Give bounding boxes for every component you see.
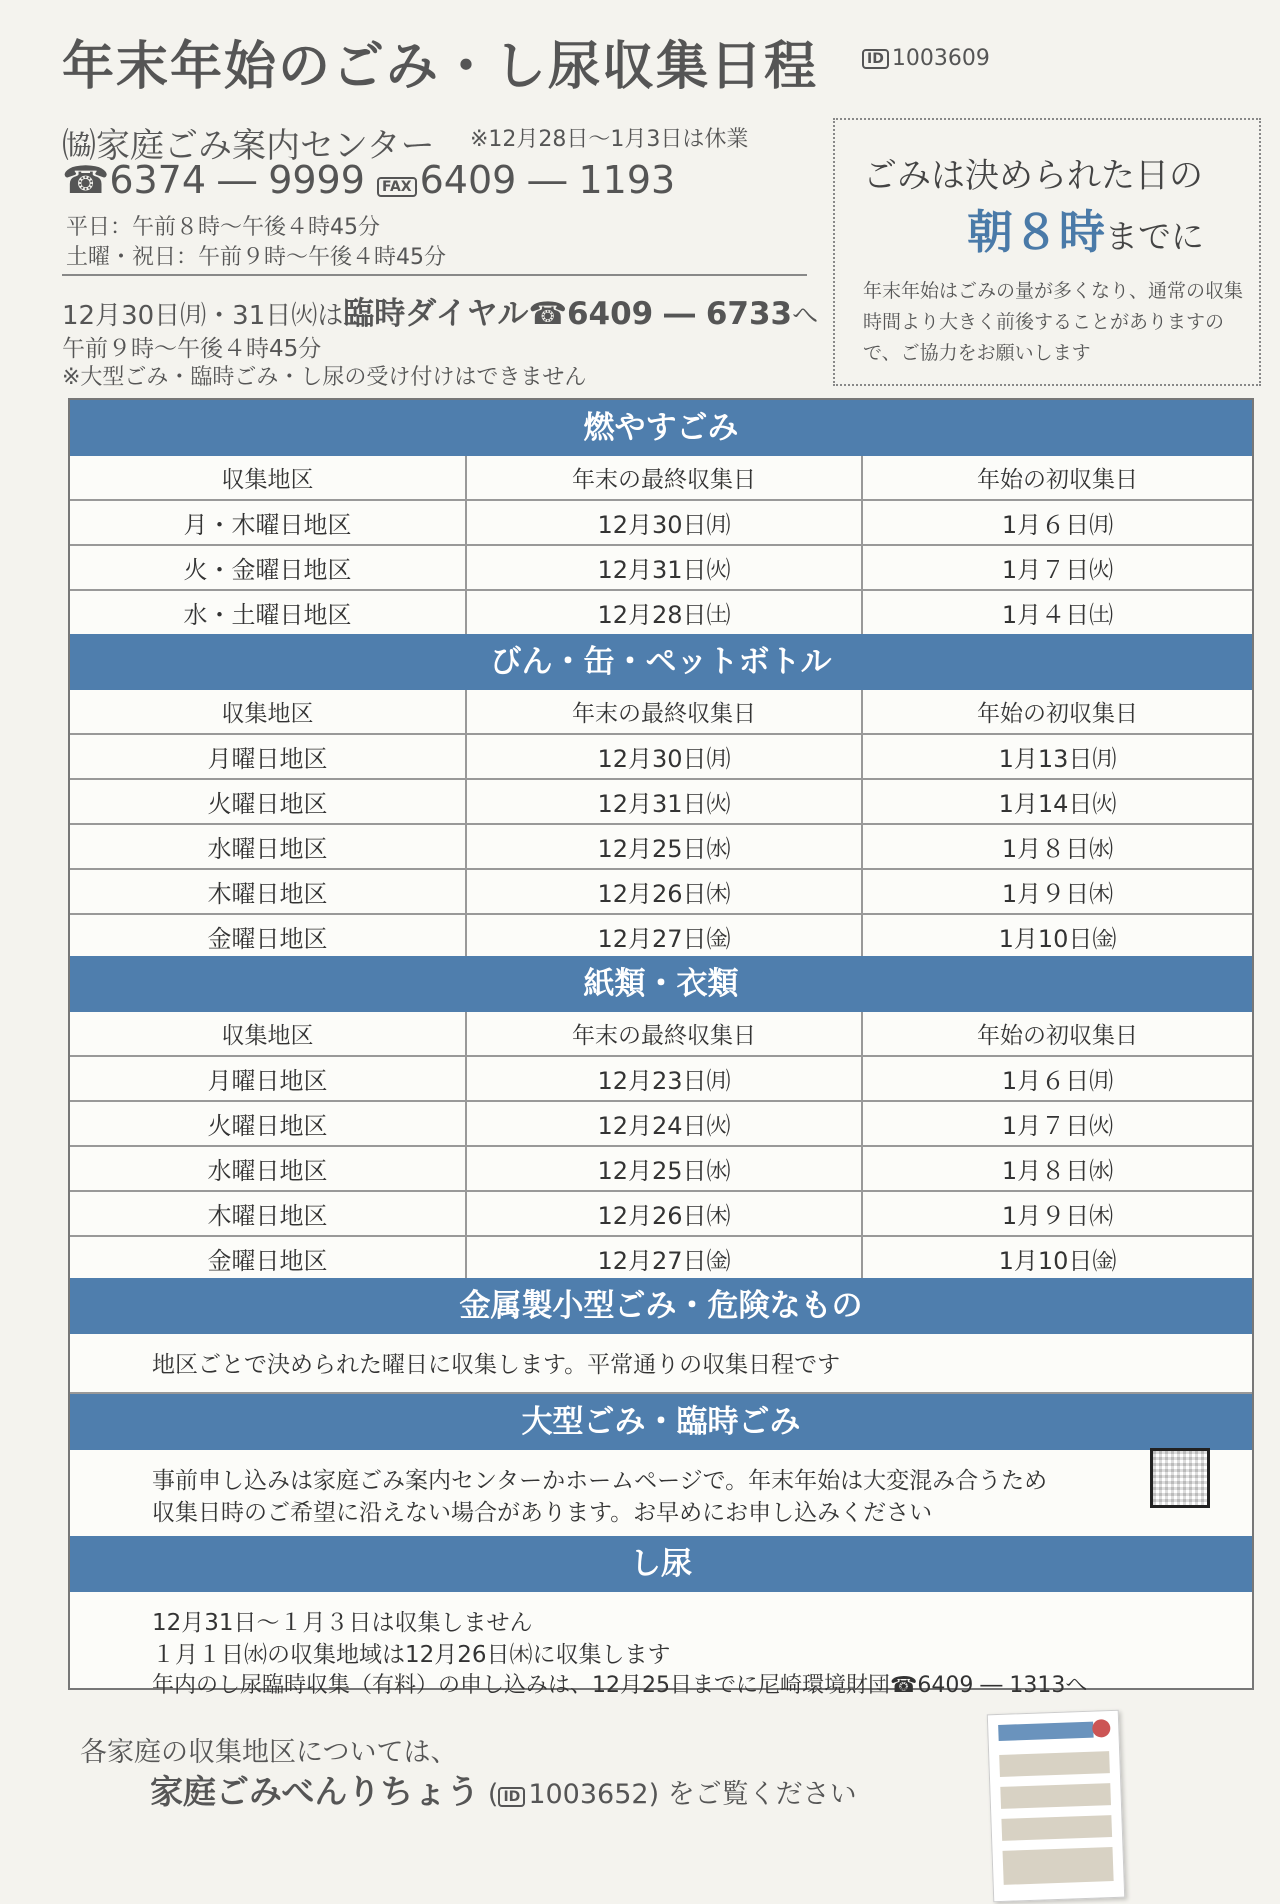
col-first-header: 年始の初収集日 (862, 1012, 1252, 1056)
last-date-cell: 12月23日㈪ (466, 1056, 862, 1101)
last-date-cell: 12月25日㈬ (466, 1146, 862, 1191)
booklet-name: 家庭ごみべんりちょう (150, 1772, 480, 1811)
col-first-header: 年始の初収集日 (862, 690, 1252, 734)
section-bottles-title: びん・缶・ペットボトル (70, 634, 1252, 690)
area-cell: 火曜日地区 (70, 779, 466, 824)
first-date-cell: 1月８日㈬ (862, 1146, 1252, 1191)
col-first-header: 年始の初収集日 (862, 456, 1252, 500)
notice-box (833, 118, 1261, 386)
table-row (70, 590, 1252, 635)
booklet-block (1000, 1783, 1111, 1809)
temp-dial-suffix: へ (792, 301, 819, 331)
table-header-row (70, 456, 1252, 500)
tel-number: ☎6374 ― 9999 (62, 158, 365, 202)
first-date-cell: 1月14日㈫ (862, 779, 1252, 824)
temp-dial-number: 臨時ダイヤル☎6409 ― 6733 (343, 296, 793, 332)
first-date-cell: 1月13日㈪ (862, 734, 1252, 779)
last-date-cell: 12月30日㈪ (466, 500, 862, 545)
notice-emphasis: 朝８時 (967, 205, 1105, 259)
last-date-cell: 12月28日㈯ (466, 590, 862, 635)
temp-dial-line (62, 288, 818, 333)
phone-line (62, 158, 675, 202)
area-cell: 金曜日地区 (70, 914, 466, 959)
notice-line2 (967, 196, 1204, 262)
first-date-cell: 1月６日㈪ (862, 500, 1252, 545)
area-cell: 水・土曜日地区 (70, 590, 466, 635)
area-cell: 木曜日地区 (70, 869, 466, 914)
fax-number: 6409 ― 1193 (419, 158, 676, 202)
page-id (862, 46, 990, 71)
table-row (70, 914, 1252, 959)
footer-line2: 家庭ごみべんりちょう ( ID 1003652) をご覧ください (150, 1772, 857, 1811)
last-date-cell: 12月31日㈫ (466, 779, 862, 824)
section-night-soil-title: し尿 (70, 1536, 1252, 1592)
area-cell: 火・金曜日地区 (70, 545, 466, 590)
night-soil-line1: 12月31日～１月３日は収集しません (152, 1610, 533, 1636)
first-date-cell: 1月４日㈯ (862, 590, 1252, 635)
first-date-cell: 1月10日㈮ (862, 1236, 1252, 1281)
burnable-table (70, 456, 1252, 636)
table-header-row (70, 690, 1252, 734)
section-metal-title: 金属製小型ごみ・危険なもの (70, 1278, 1252, 1334)
table-header-row (70, 1012, 1252, 1056)
table-row (70, 779, 1252, 824)
last-date-cell: 12月25日㈬ (466, 824, 862, 869)
temp-dial-note: ※大型ごみ・臨時ごみ・し尿の受け付けはできません (62, 365, 587, 390)
bottles-table (70, 690, 1252, 960)
first-date-cell: 1月９日㈭ (862, 869, 1252, 914)
section-paper-title: 紙類・衣類 (70, 956, 1252, 1012)
first-date-cell: 1月７日㈫ (862, 545, 1252, 590)
night-soil-line2: １月１日㈬の収集地域は12月26日㈭に収集します (152, 1642, 671, 1668)
table-row (70, 1146, 1252, 1191)
booklet-badge-icon (1092, 1719, 1111, 1738)
table-row (70, 869, 1252, 914)
divider (62, 274, 807, 276)
area-cell: 木曜日地区 (70, 1191, 466, 1236)
area-cell: 火曜日地区 (70, 1101, 466, 1146)
col-last-header: 年末の最終収集日 (466, 1012, 862, 1056)
col-area-header: 収集地区 (70, 1012, 466, 1056)
first-date-cell: 1月６日㈪ (862, 1056, 1252, 1101)
metal-note: 地区ごとで決められた曜日に収集します。平常通りの収集日程です (152, 1352, 841, 1378)
booklet-block (999, 1751, 1110, 1777)
footer-suffix: をご覧ください (667, 1779, 857, 1810)
booklet-block (1003, 1847, 1114, 1885)
page-title: 年末年始のごみ・し尿収集日程 (62, 37, 819, 97)
last-date-cell: 12月26日㈭ (466, 1191, 862, 1236)
booklet-id-number: 1003652 (528, 1779, 649, 1810)
area-cell: 月曜日地区 (70, 1056, 466, 1101)
table-row (70, 1236, 1252, 1281)
qr-code[interactable] (1150, 1448, 1210, 1508)
table-row (70, 1056, 1252, 1101)
table-row (70, 734, 1252, 779)
notice-line1: ごみは決められた日の (863, 156, 1203, 196)
large-note-line2: 収集日時のご希望に沿えない場合があります。お早めにお申し込みください (152, 1500, 933, 1526)
notice-body: 年末年始はごみの量が多くなり、通常の収集時間より大きく前後することがありますので、ご協力をお願いします (863, 280, 1244, 364)
temp-dial-hours: 午前９時～午後４時45分 (62, 336, 322, 362)
notice-line2-rest: までに (1105, 217, 1204, 256)
booklet-block (1001, 1815, 1112, 1841)
booklet-thumbnail (987, 1710, 1125, 1902)
col-last-header: 年末の最終収集日 (466, 690, 862, 734)
last-date-cell: 12月24日㈫ (466, 1101, 862, 1146)
section-large-title: 大型ごみ・臨時ごみ (70, 1392, 1252, 1450)
temp-dial-dates: 12月30日㈪・31日㈫は (62, 301, 344, 331)
center-name: ㈿家庭ごみ案内センター (62, 126, 435, 166)
area-cell: 金曜日地区 (70, 1236, 466, 1281)
section-burnable-title: 燃やすごみ (70, 400, 1252, 456)
weekday-hours: 平日：午前８時～午後４時45分 (66, 215, 380, 240)
area-cell: 月曜日地区 (70, 734, 466, 779)
fax-icon: FAX (377, 177, 417, 197)
first-date-cell: 1月７日㈫ (862, 1101, 1252, 1146)
table-row (70, 500, 1252, 545)
col-last-header: 年末の最終収集日 (466, 456, 862, 500)
table-row (70, 1101, 1252, 1146)
area-cell: 水曜日地区 (70, 824, 466, 869)
last-date-cell: 12月30日㈪ (466, 734, 862, 779)
table-row (70, 545, 1252, 590)
large-note-line1: 事前申し込みは家庭ごみ案内センターかホームページで。年末年始は大変混み合うため (152, 1468, 1048, 1494)
page-id-number: 1003609 (891, 46, 990, 71)
booklet-header-bar (998, 1722, 1094, 1741)
area-cell: 水曜日地区 (70, 1146, 466, 1191)
schedule-panel (68, 398, 1254, 1698)
col-area-header: 収集地区 (70, 456, 466, 500)
footer-line1: 各家庭の収集地区については、 (80, 1737, 458, 1768)
last-date-cell: 12月31日㈫ (466, 545, 862, 590)
table-row (70, 824, 1252, 869)
night-soil-line3: 年内のし尿臨時収集（有料）の申し込みは、12月25日までに尼崎環境財団☎6409 ― 1313へ (152, 1673, 1088, 1698)
last-date-cell: 12月27日㈮ (466, 914, 862, 959)
last-date-cell: 12月27日㈮ (466, 1236, 862, 1281)
col-area-header: 収集地区 (70, 690, 466, 734)
area-cell: 月・木曜日地区 (70, 500, 466, 545)
first-date-cell: 1月８日㈬ (862, 824, 1252, 869)
table-row (70, 1191, 1252, 1236)
id-icon: ID (862, 49, 889, 69)
first-date-cell: 1月９日㈭ (862, 1191, 1252, 1236)
id-icon: ID (498, 1787, 525, 1807)
last-date-cell: 12月26日㈭ (466, 869, 862, 914)
first-date-cell: 1月10日㈮ (862, 914, 1252, 959)
closed-note: ※12月28日～1月3日は休業 (470, 127, 749, 152)
holiday-hours: 土曜・祝日：午前９時～午後４時45分 (66, 245, 446, 270)
paper-table (70, 1012, 1252, 1282)
